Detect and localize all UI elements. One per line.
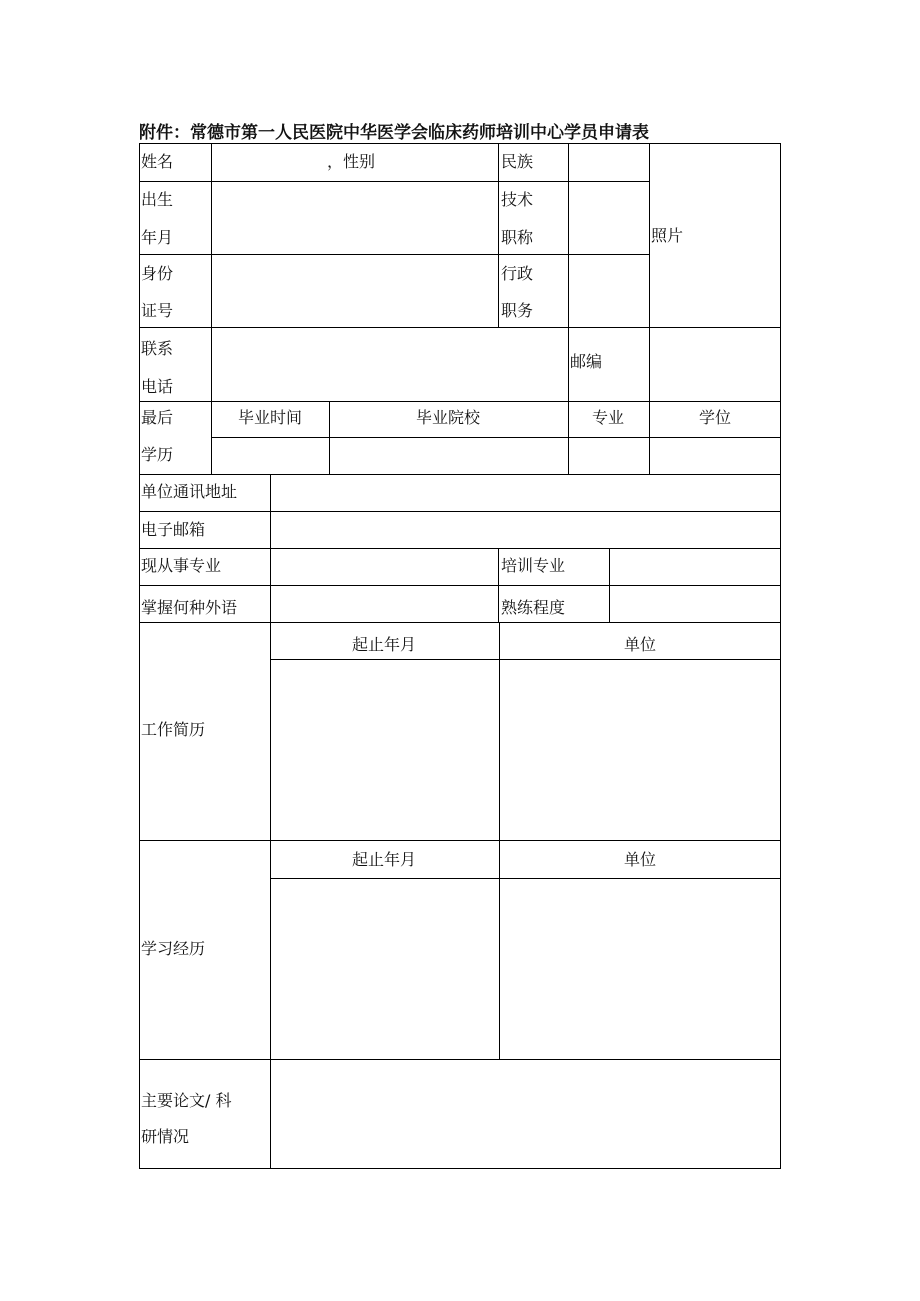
label-study-period: 起止年月 — [351, 850, 417, 869]
cell-papers-label — [139, 1059, 270, 1169]
cell-grad-time-value[interactable] — [211, 437, 329, 474]
cell-current-major-value[interactable] — [270, 548, 498, 585]
cell-training-major-value[interactable] — [609, 548, 781, 585]
cell-study-period-value[interactable] — [270, 878, 499, 1059]
label-postcode: 邮编 — [570, 352, 603, 371]
cell-birth-value[interactable] — [211, 181, 498, 254]
form-title: 附件：常德市第一人民医院中华医学会临床药师培训中心学员申请表 — [139, 123, 649, 143]
label-tech-title-2: 职称 — [501, 228, 534, 247]
label-work-history: 工作简历 — [141, 720, 206, 739]
label-study-unit: 单位 — [623, 850, 657, 869]
label-proficiency: 熟练程度 — [501, 598, 566, 617]
cell-id-value[interactable] — [211, 254, 498, 327]
label-degree: 学位 — [698, 408, 732, 427]
label-training-major: 培训专业 — [501, 556, 566, 575]
cell-ethnicity-value[interactable] — [568, 143, 649, 181]
cell-admin-post-value[interactable] — [568, 254, 649, 327]
cell-work-address-value[interactable] — [270, 474, 781, 511]
label-contact-1: 联系 — [141, 339, 174, 358]
cell-contact-value[interactable] — [211, 327, 568, 401]
label-study-history: 学习经历 — [141, 939, 206, 958]
label-email: 电子邮箱 — [141, 520, 206, 539]
label-tech-title-1: 技术 — [501, 190, 534, 209]
label-birth-1: 出生 — [141, 190, 174, 209]
label-edu-2: 学历 — [141, 445, 174, 464]
cell-papers-value[interactable] — [270, 1059, 781, 1169]
cell-tech-title-value[interactable] — [568, 181, 649, 254]
label-major: 专业 — [591, 408, 625, 427]
label-papers-1: 主要论文/ 科 — [141, 1091, 232, 1110]
cell-language-value[interactable] — [270, 585, 498, 622]
label-work-address: 单位通讯地址 — [141, 482, 238, 501]
label-work-unit: 单位 — [623, 635, 657, 654]
label-name: 姓名 — [141, 152, 174, 171]
label-current-major: 现从事专业 — [141, 556, 222, 575]
label-id-2: 证号 — [141, 301, 174, 320]
cell-major-value[interactable] — [568, 437, 649, 474]
cell-email-value[interactable] — [270, 511, 781, 548]
cell-study-unit-value[interactable] — [499, 878, 781, 1059]
label-grad-time: 毕业时间 — [237, 408, 303, 427]
label-gender: ，性别 — [327, 152, 376, 171]
label-id-1: 身份 — [141, 264, 174, 283]
label-work-period: 起止年月 — [351, 635, 417, 654]
label-edu-1: 最后 — [141, 408, 174, 427]
label-ethnicity: 民族 — [501, 152, 534, 171]
label-admin-post-1: 行政 — [501, 264, 534, 283]
label-photo: 照片 — [651, 226, 684, 245]
cell-postcode-value[interactable] — [649, 327, 781, 401]
label-contact-2: 电话 — [141, 377, 174, 396]
label-papers-2: 研情况 — [141, 1127, 190, 1146]
label-admin-post-2: 职务 — [501, 301, 534, 320]
cell-work-unit-value[interactable] — [499, 659, 781, 840]
label-birth-2: 年月 — [141, 228, 174, 247]
label-grad-school: 毕业院校 — [415, 408, 481, 427]
cell-degree-value[interactable] — [649, 437, 781, 474]
label-foreign-language: 掌握何种外语 — [141, 598, 238, 617]
cell-work-period-value[interactable] — [270, 659, 499, 840]
cell-proficiency-value[interactable] — [609, 585, 781, 622]
cell-grad-school-value[interactable] — [329, 437, 568, 474]
